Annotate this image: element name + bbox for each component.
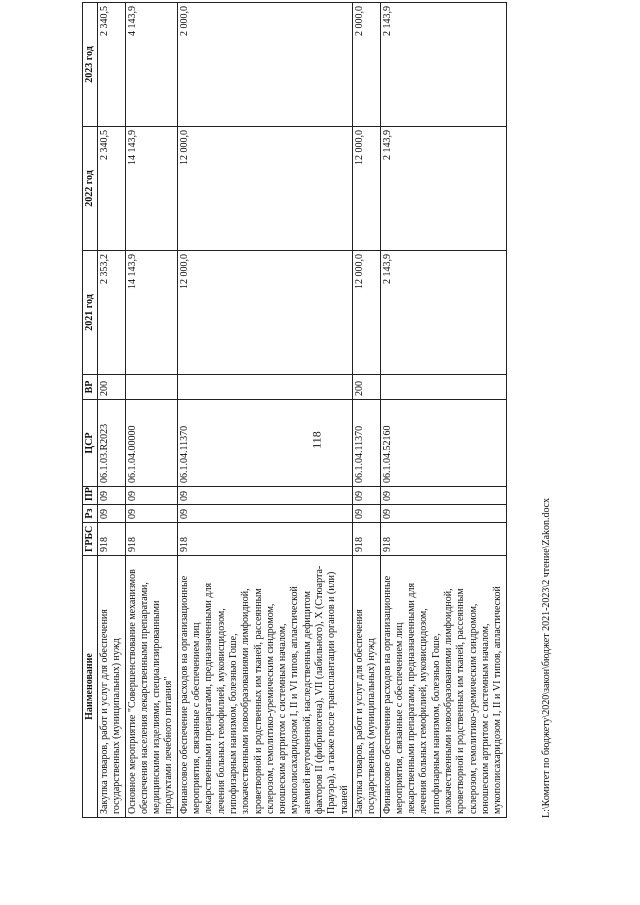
cell-pr: 09: [98, 487, 126, 505]
cell-name: Финансовое обеспечение расходов на организационные мероприятия, связанные с обеспечением лиц лекарственными препаратами, предназначенными для лечения больных гемофилией, муковисцидозом, гипофизарным нанизмом, болезнью Гоше, злокачественными новообразованиями лимфоидной, кроветворной и родственных им тканей, рассеянным склерозом, гемолитико-уремическим синдромом, юношеским артритом с системным началом, мукополисахаридозом I, II и VI типов, апластической анемией неуточненной, наследственным дефицитом факторов II (фибриногена), VII (лабильного), X (Стюарта-Прауэра), а также после трансплантации органов и (или) тканей: [177, 556, 352, 818]
cell-csr: 06.1.03.R2023: [98, 400, 126, 487]
cell-2022: 2 340,5: [98, 127, 126, 251]
cell-grbs: 918: [98, 523, 126, 556]
cell-2021: 12 000,0: [352, 251, 380, 375]
budget-table: [82, 2, 507, 818]
cell-rz: 09: [380, 505, 506, 523]
cell-vr: [177, 375, 352, 400]
table-header-row: [83, 3, 98, 818]
cell-grbs: 918: [352, 523, 380, 556]
cell-vr: 200: [352, 375, 380, 400]
cell-vr: 200: [98, 375, 126, 400]
cell-pr: 09: [125, 487, 177, 505]
cell-2021: 12 000,0: [177, 251, 352, 375]
cell-grbs: 918: [177, 523, 352, 556]
cell-name: Финансовое обеспечение расходов на организационные мероприятия, связанные с обеспечением лиц лекарственными препаратами, предназначенными для лечения больных гемофилией, муковисцидозом, гипофизарным нанизмом, болезнью Гоше, злокачественными новообразованиями лимфоидной, кроветворной и родственных им тканей, рассеянным склерозом, гемолитико-уремическим синдромом, юношеским артритом с системным началом, мукополисахаридозом I, II и VI типов, апластической: [380, 556, 506, 818]
header-vr: ВР: [83, 375, 98, 400]
cell-pr: 09: [352, 487, 380, 505]
cell-2021: 14 143,9: [125, 251, 177, 375]
cell-csr: 06.1.04.00000: [125, 400, 177, 487]
table-row: [352, 3, 380, 818]
cell-2021: 2 143,9: [380, 251, 506, 375]
cell-2022: 14 143,9: [125, 127, 177, 251]
header-2021: 2021 год: [83, 251, 98, 375]
cell-csr: 06.1.04.11370: [352, 400, 380, 487]
cell-csr: 06.1.04.52160: [380, 400, 506, 487]
cell-2022: 12 000,0: [352, 127, 380, 251]
page-number: 118: [309, 431, 324, 449]
header-grbs: ГРБС: [83, 523, 98, 556]
cell-2021: 2 353,2: [98, 251, 126, 375]
cell-rz: 09: [98, 505, 126, 523]
table-row: [177, 3, 352, 818]
cell-name: Закупка товаров, работ и услуг для обеспечения государственных (муниципальных) нужд: [352, 556, 380, 818]
cell-2023: 2 340,5: [98, 3, 126, 127]
cell-2023: 2 143,9: [380, 3, 506, 127]
cell-vr: [125, 375, 177, 400]
header-2023: 2023 год: [83, 3, 98, 127]
header-name: Наименование: [83, 556, 98, 818]
table-row: [98, 3, 126, 818]
cell-2022: 2 143,9: [380, 127, 506, 251]
header-rz: Рз: [83, 505, 98, 523]
cell-grbs: 918: [125, 523, 177, 556]
cell-pr: 09: [177, 487, 352, 505]
cell-grbs: 918: [380, 523, 506, 556]
cell-rz: 09: [177, 505, 352, 523]
table-row: [125, 3, 177, 818]
table-row: [380, 3, 506, 818]
header-pr: ПР: [83, 487, 98, 505]
cell-name: Основное мероприятие "Совершенствование механизмов обеспечения населения лекарственными препаратами, медицинскими изделиями, специализированными продуктами лечебного питания": [125, 556, 177, 818]
cell-2023: 4 143,9: [125, 3, 177, 127]
footer-file-path: L:\Комитет по бюджету\2020\закон\бюджет 2021-2023\2 чтение\Zakon.docx: [541, 498, 552, 818]
cell-rz: 09: [125, 505, 177, 523]
cell-csr: 06.1.04.11370: [177, 400, 352, 487]
cell-2023: 2 000,0: [177, 3, 352, 127]
cell-name: Закупка товаров, работ и услуг для обеспечения государственных (муниципальных) нужд: [98, 556, 126, 818]
cell-rz: 09: [352, 505, 380, 523]
header-csr: ЦСР: [83, 400, 98, 487]
cell-vr: [380, 375, 506, 400]
cell-pr: 09: [380, 487, 506, 505]
cell-2023: 2 000,0: [352, 3, 380, 127]
header-2022: 2022 год: [83, 127, 98, 251]
cell-2022: 12 000,0: [177, 127, 352, 251]
